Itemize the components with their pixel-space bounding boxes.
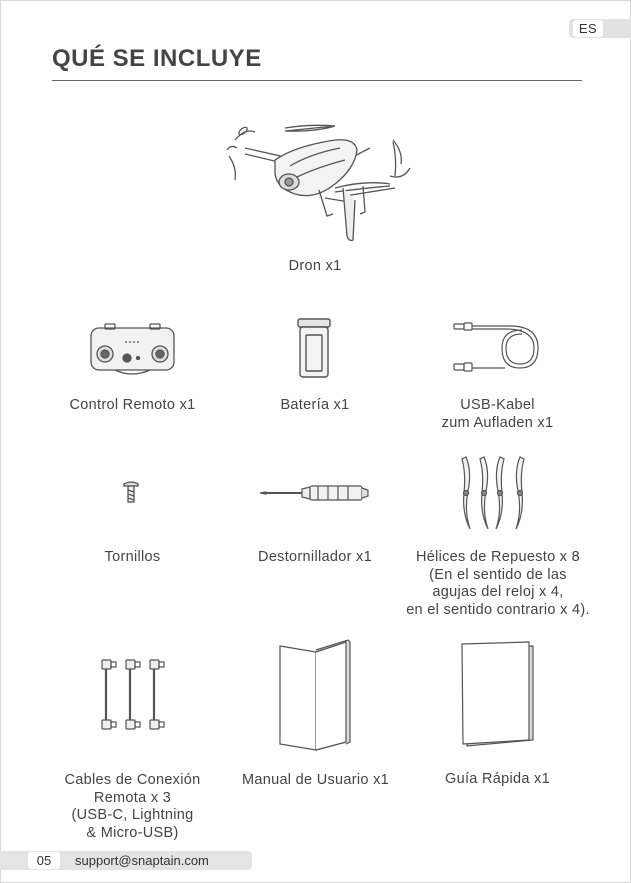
quick-guide-illustration <box>459 640 537 750</box>
page-number: 05 <box>28 852 60 869</box>
user-manual-label: Manual de Usuario x1 <box>241 772 390 788</box>
drone-label: Dron x1 <box>288 258 342 274</box>
support-email[interactable]: support@snaptain.com <box>75 853 209 868</box>
language-label: ES <box>573 20 603 37</box>
battery-illustration <box>295 315 335 381</box>
propellers-label: Hélices de Repuesto x 8 (En el sentido de las agujas del reloj x 4, en el sentido contrario x 4). <box>406 549 590 618</box>
usb-cable-label: USB-Kabel zum Aufladen x1 <box>441 397 554 431</box>
page-title: QUÉ SE INCLUYE <box>52 45 262 72</box>
connection-cables-illustration <box>98 658 168 732</box>
remote-controller-label: Control Remoto x1 <box>69 397 196 413</box>
user-manual-illustration <box>276 638 354 753</box>
usb-cable-illustration <box>450 318 545 378</box>
language-tab <box>569 19 631 38</box>
quick-guide-label: Guía Rápida x1 <box>445 771 550 787</box>
page-footer <box>0 851 252 870</box>
remote-controller-illustration <box>85 320 180 382</box>
screwdriver-illustration <box>258 483 373 503</box>
screw-illustration <box>122 480 140 504</box>
screws-label: Tornillos <box>104 549 161 565</box>
propellers-illustration <box>458 455 536 531</box>
connection-cables-label: Cables de Conexión Remota x 3 (USB-C, Lightning & Micro-USB) <box>64 772 201 841</box>
title-divider <box>52 80 582 81</box>
drone-illustration <box>215 118 415 246</box>
screwdriver-label: Destornillador x1 <box>258 549 372 565</box>
battery-label: Batería x1 <box>280 397 350 413</box>
